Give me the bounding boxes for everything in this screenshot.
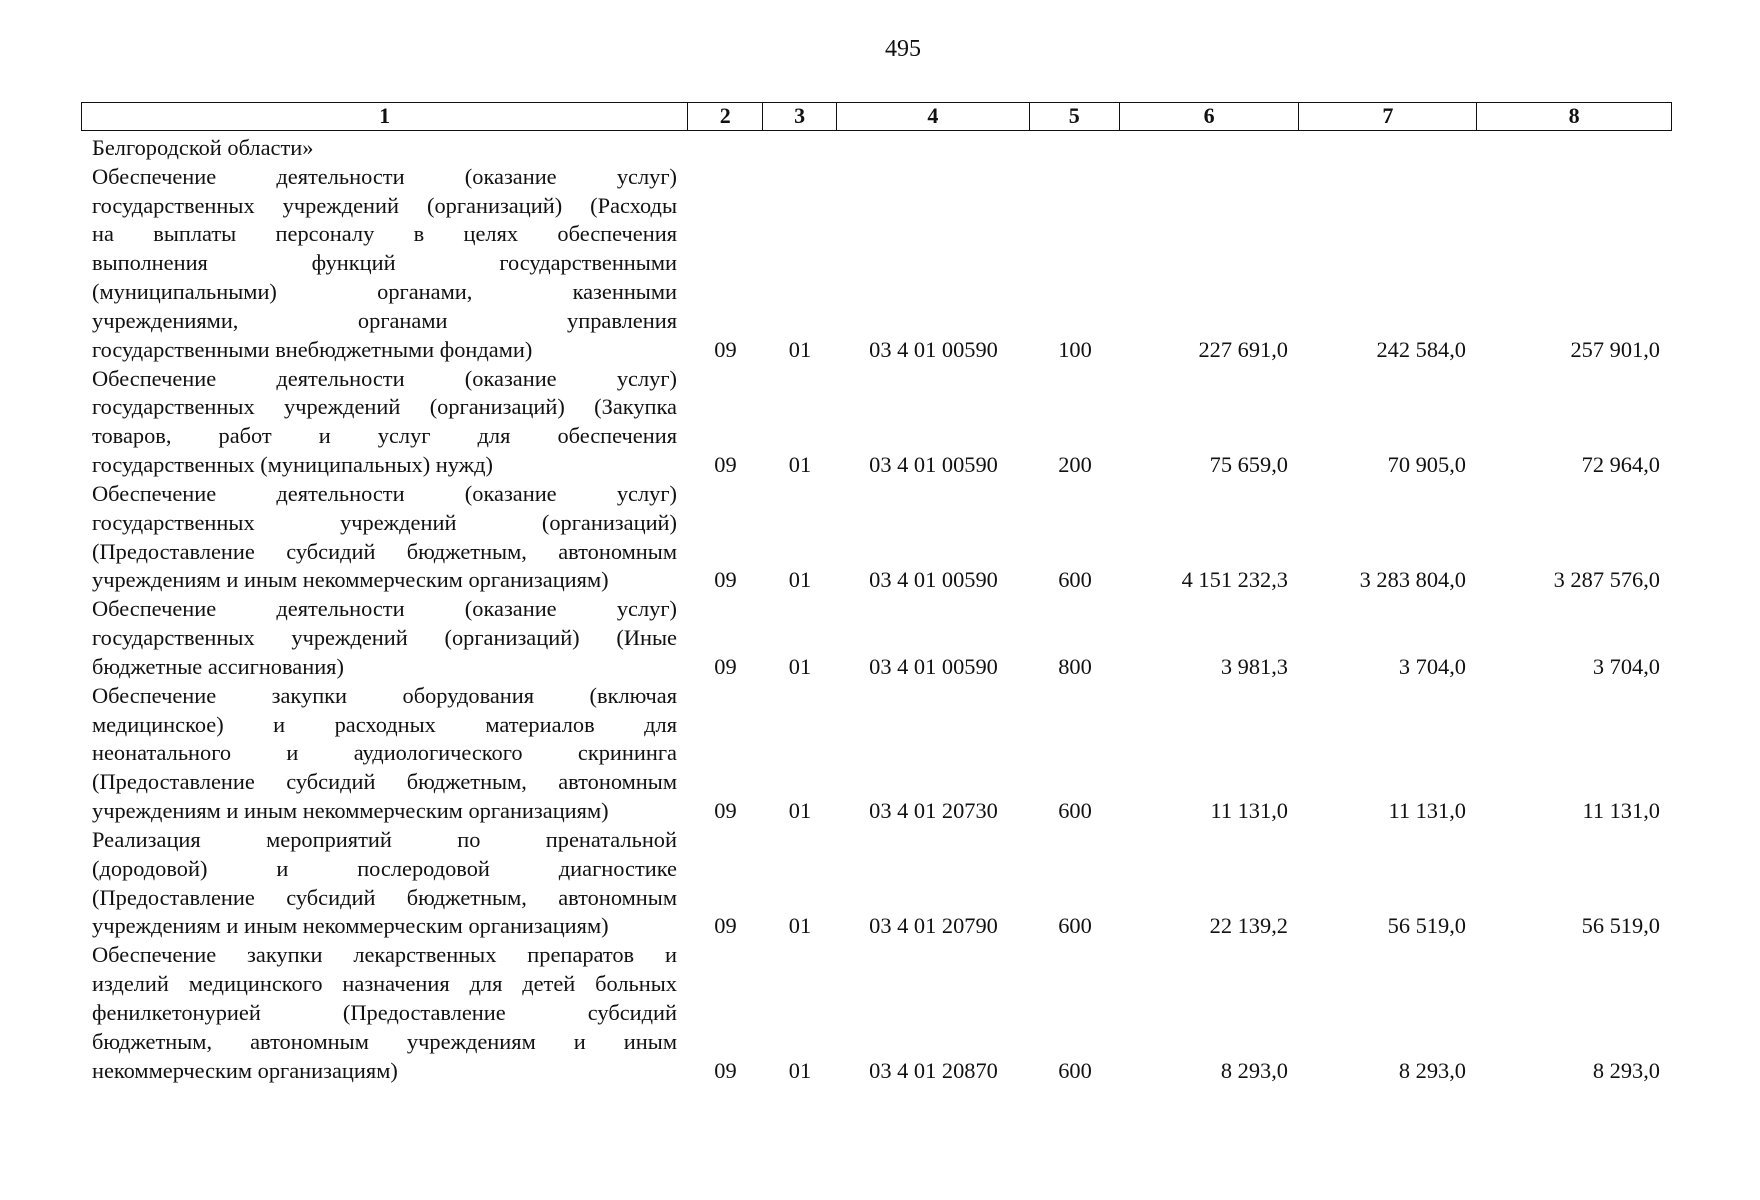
description-line: некоммерческим организациям) [92,1057,398,1083]
target-article-code: 03 4 01 00590 [869,567,998,593]
section-code: 09 [714,1057,737,1083]
description-line: фенилкетонурией (Предоставление субсидий [92,999,677,1025]
table-row-continuation [81,134,1672,163]
description-line: Реализация мероприятий по пренатальной [92,826,677,852]
amount-year-1: 4 151 232,3 [1181,567,1288,593]
target-article-code: 03 4 01 20730 [869,798,998,824]
amount-year-2: 242 584,0 [1376,336,1466,362]
header-cell-col-7: 7 [1299,103,1477,130]
target-article-code: 03 4 01 00590 [869,653,998,679]
amount-year-3: 56 519,0 [1581,913,1660,939]
description-line: (Предоставление субсидий бюджетным, автономным [92,538,677,564]
expense-type-code: 600 [1058,913,1092,939]
description-line: Обеспечение деятельности (оказание услуг) [92,480,677,506]
description-line: государственных учреждений (организаций) (Закупка [92,394,677,420]
description-line: Обеспечение деятельности (оказание услуг) [92,365,677,391]
description-cell [81,595,688,681]
header-cell-col-8: 8 [1568,103,1580,128]
header-cell-col-2: 2 [688,103,763,130]
description-line: государственных учреждений (организаций) (Иные [92,625,677,651]
expense-type-code: 100 [1058,336,1092,362]
page-number: 495 [885,36,921,62]
description-line: бюджетные ассигнования) [92,653,344,679]
amount-year-2: 56 519,0 [1387,913,1466,939]
description-line: государственными внебюджетными фондами) [92,336,533,362]
header-cell-col-5: 5 [1030,103,1120,130]
table-row [81,163,1672,365]
header-cell-col-3: 3 [763,103,837,130]
target-article-code: 03 4 01 00590 [869,452,998,478]
table-body [81,134,1672,1085]
description-line: Обеспечение закупки оборудования (включая [92,682,677,708]
description-line: Обеспечение закупки лекарственных препаратов и [92,942,677,968]
description-cell [81,163,688,365]
amount-year-2: 11 131,0 [1388,798,1466,824]
description-line: (дородовой) и послеродовой диагностике [92,855,677,881]
expense-type-code: 600 [1058,567,1092,593]
subsection-code: 01 [788,798,812,824]
description-line: (муниципальными) органами, казенными [92,279,677,305]
target-article-code: 03 4 01 20870 [869,1057,998,1083]
description-line: Белгородской области» [92,135,314,160]
amount-year-3: 3 704,0 [1592,653,1660,679]
section-code: 09 [714,452,737,478]
description-line: учреждениям и иным некоммерческим организациям) [92,567,609,593]
subsection-code: 01 [788,336,812,362]
amount-year-2: 8 293,0 [1398,1057,1466,1083]
description-line: бюджетным, автономным учреждениям и иным [92,1028,677,1054]
amount-year-3: 11 131,0 [1582,798,1660,824]
table-row [81,595,1672,681]
amount-year-1: 11 131,0 [1210,798,1288,824]
table-row [81,682,1672,826]
description-cell [81,941,688,1085]
amount-year-1: 75 659,0 [1209,452,1288,478]
description-line: государственных учреждений (организаций) (Расходы [92,192,677,218]
amount-year-3: 3 287 576,0 [1553,567,1660,593]
header-cell-col-6: 6 [1120,103,1300,130]
amount-year-1: 22 139,2 [1209,913,1288,939]
expense-type-code: 600 [1058,1057,1092,1083]
description-line: неонатального и аудиологического скрининга [92,740,677,766]
description-line: изделий медицинского назначения для детей больных [92,971,677,997]
description-line: (Предоставление субсидий бюджетным, автономным [92,884,677,910]
description-cell [81,826,688,941]
target-article-code: 03 4 01 00590 [869,336,998,362]
description-line: Обеспечение деятельности (оказание услуг) [92,596,677,622]
description-line: выполнения функций государственными [92,250,677,276]
subsection-code: 01 [788,1057,812,1083]
description-line: Обеспечение деятельности (оказание услуг) [92,163,677,189]
description-line: товаров, работ и услуг для обеспечения [92,423,677,449]
section-code: 09 [714,567,737,593]
amount-year-2: 70 905,0 [1387,452,1466,478]
section-code: 09 [714,798,737,824]
section-code: 09 [714,336,737,362]
expense-type-code: 800 [1058,653,1092,679]
table-row [81,365,1672,480]
amount-year-1: 3 981,3 [1220,653,1288,679]
amount-year-3: 257 901,0 [1570,336,1660,362]
target-article-code: 03 4 01 20790 [869,913,998,939]
table-header-row [81,102,1672,131]
description-line: медицинское) и расходных материалов для [92,711,677,737]
table-row [81,480,1672,595]
description-cell [81,365,688,480]
description-line: учреждениями, органами управления [92,307,677,333]
amount-year-3: 72 964,0 [1581,452,1660,478]
subsection-code: 01 [788,913,812,939]
amount-year-2: 3 704,0 [1398,653,1466,679]
description-cell [81,134,688,163]
amount-year-1: 8 293,0 [1220,1057,1288,1083]
section-code: 09 [714,653,737,679]
description-line: учреждениям и иным некоммерческим организациям) [92,913,609,939]
header-cell-col-4: 4 [837,103,1030,130]
description-line: государственных учреждений (организаций) [92,509,677,535]
header-cell-col-1: 1 [82,103,688,130]
amount-year-1: 227 691,0 [1198,336,1288,362]
description-cell [81,682,688,826]
description-line: государственных (муниципальных) нужд) [92,452,493,478]
description-line: (Предоставление субсидий бюджетным, автономным [92,769,677,795]
description-line: учреждениям и иным некоммерческим организациям) [92,798,609,824]
expense-type-code: 600 [1058,798,1092,824]
amount-year-3: 8 293,0 [1592,1057,1660,1083]
section-code: 09 [714,913,737,939]
table-row [81,826,1672,941]
subsection-code: 01 [788,452,812,478]
expense-type-code: 200 [1058,452,1092,478]
amount-year-2: 3 283 804,0 [1359,567,1466,593]
table-row [81,941,1672,1085]
subsection-code: 01 [788,567,812,593]
description-cell [81,480,688,595]
subsection-code: 01 [788,653,812,679]
description-line: на выплаты персоналу в целях обеспечения [92,221,677,247]
